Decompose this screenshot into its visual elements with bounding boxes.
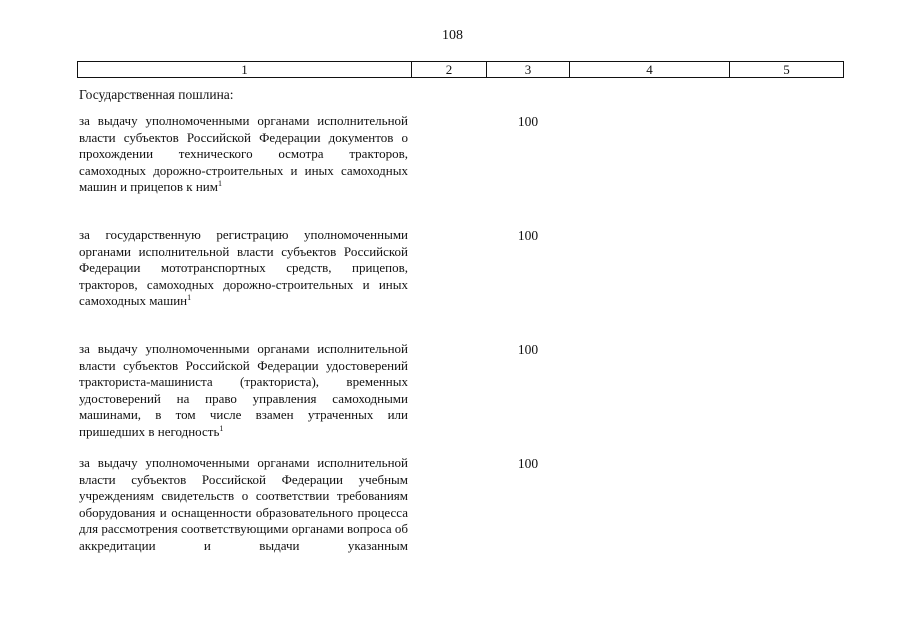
page-number: 108 <box>442 28 463 43</box>
fee-row-4-amount: 100 <box>517 456 539 471</box>
fee-row-2-footnote: 1 <box>187 293 192 303</box>
column-header-3: 3 <box>487 62 570 78</box>
column-header-1: 1 <box>78 62 412 78</box>
fee-row-1-text <box>79 113 408 196</box>
fee-row-4-description: за выдачу уполномоченными органами исполнительной власти субъектов Российской Федерации учебным учреждениям свидетельств о соответствии требованиям оборудования и оснащенности образовательного процесса для рассмотрения соответствующими органами вопроса об аккредитации и выдачи указанным <box>79 455 408 553</box>
column-header-table <box>77 61 844 78</box>
column-header-2: 2 <box>412 62 487 78</box>
fee-row-1-footnote: 1 <box>217 179 222 189</box>
section-heading: Государственная пошлина: <box>79 87 234 102</box>
fee-row-1-description: за выдачу уполномоченными органами исполнительной власти субъектов Российской Федерации документов о прохождении технического осмотра тракторов, самоходных дорожно-строительных и иных самоходных машин и прицепов к ним <box>79 113 408 195</box>
fee-row-4-text <box>79 455 408 555</box>
fee-row-3-description: за выдачу уполномоченными органами исполнительной власти субъектов Российской Федерации удостоверений тракториста-машиниста (тракториста), временных удостоверений на право управления самоходными машинами, в том числе взамен утраченных или пришедших в негодность <box>79 341 408 439</box>
column-header-5: 5 <box>730 62 844 78</box>
fee-row-3-text <box>79 341 408 441</box>
fee-row-1-amount: 100 <box>517 114 539 129</box>
column-header-4: 4 <box>570 62 730 78</box>
fee-row-3-amount: 100 <box>517 342 539 357</box>
fee-row-2-description: за государственную регистрацию уполномоченными органами исполнительной власти субъектов Российской Федерации мототранспортных средств, прицепов, тракторов, самоходных дорожно-строительных и иных самоходных машин <box>79 227 408 309</box>
fee-row-2-text <box>79 227 408 310</box>
column-header-row <box>78 62 844 78</box>
fee-row-3-footnote: 1 <box>219 423 224 433</box>
fee-row-2-amount: 100 <box>517 228 539 243</box>
